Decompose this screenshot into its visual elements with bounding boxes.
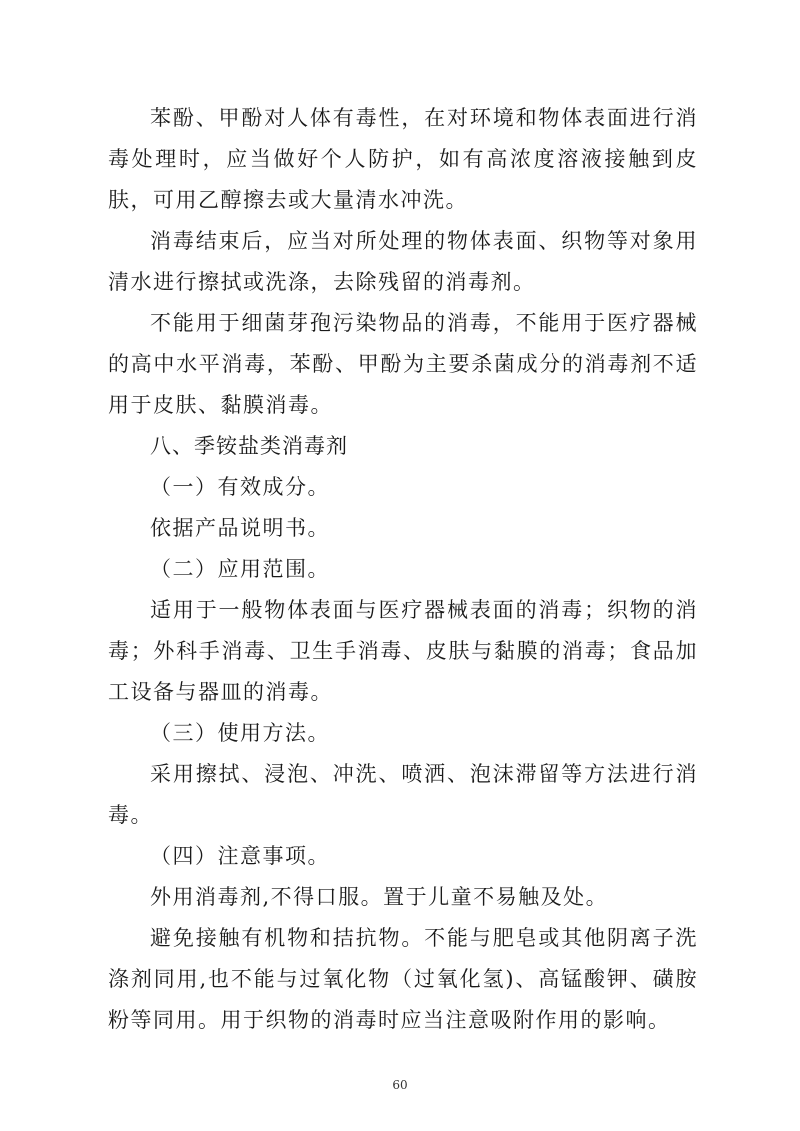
paragraph-after-disinfection: 消毒结束后，应当对所处理的物体表面、织物等对象用清水进行擦拭或洗涤，去除残留的消毒剂。 <box>108 229 698 294</box>
paragraph-avoid-contact: 避免接触有机物和拮抗物。不能与肥皂或其他阴离子洗涤剂同用,也不能与过氧化物（过氧化氢)、高锰酸钾、磺胺粉等同用。用于织物的消毒时应当注意吸附作用的影响。 <box>108 926 698 1032</box>
page-number: 60 <box>392 1078 408 1092</box>
paragraph-product-manual: 依据产品说明书。 <box>150 516 330 540</box>
subheading-precautions: （四）注意事项。 <box>150 844 330 868</box>
document-body <box>108 98 698 1041</box>
paragraph-scope: 适用于一般物体表面与医疗器械表面的消毒；织物的消毒；外科手消毒、卫生手消毒、皮肤与黏膜的消毒；食品加工设备与器皿的消毒。 <box>108 598 698 704</box>
subheading-usage: （三）使用方法。 <box>150 721 330 745</box>
paragraph-restrictions: 不能用于细菌芽孢污染物品的消毒，不能用于医疗器械的高中水平消毒，苯酚、甲酚为主要杀菌成分的消毒剂不适用于皮肤、黏膜消毒。 <box>108 311 698 417</box>
subheading-scope: （二）应用范围。 <box>150 557 330 581</box>
paragraph-phenol-toxicity: 苯酚、甲酚对人体有毒性，在对环境和物体表面进行消毒处理时，应当做好个人防护，如有高浓度溶液接触到皮肤，可用乙醇擦去或大量清水冲洗。 <box>108 106 698 212</box>
paragraph-external-use: 外用消毒剂,不得口服。置于儿童不易触及处。 <box>150 885 609 909</box>
subheading-active-ingredient: （一）有效成分。 <box>150 475 330 499</box>
paragraph-usage: 采用擦拭、浸泡、冲洗、喷洒、泡沫滞留等方法进行消毒。 <box>108 762 698 827</box>
section-heading: 八、季铵盐类消毒剂 <box>150 434 348 458</box>
